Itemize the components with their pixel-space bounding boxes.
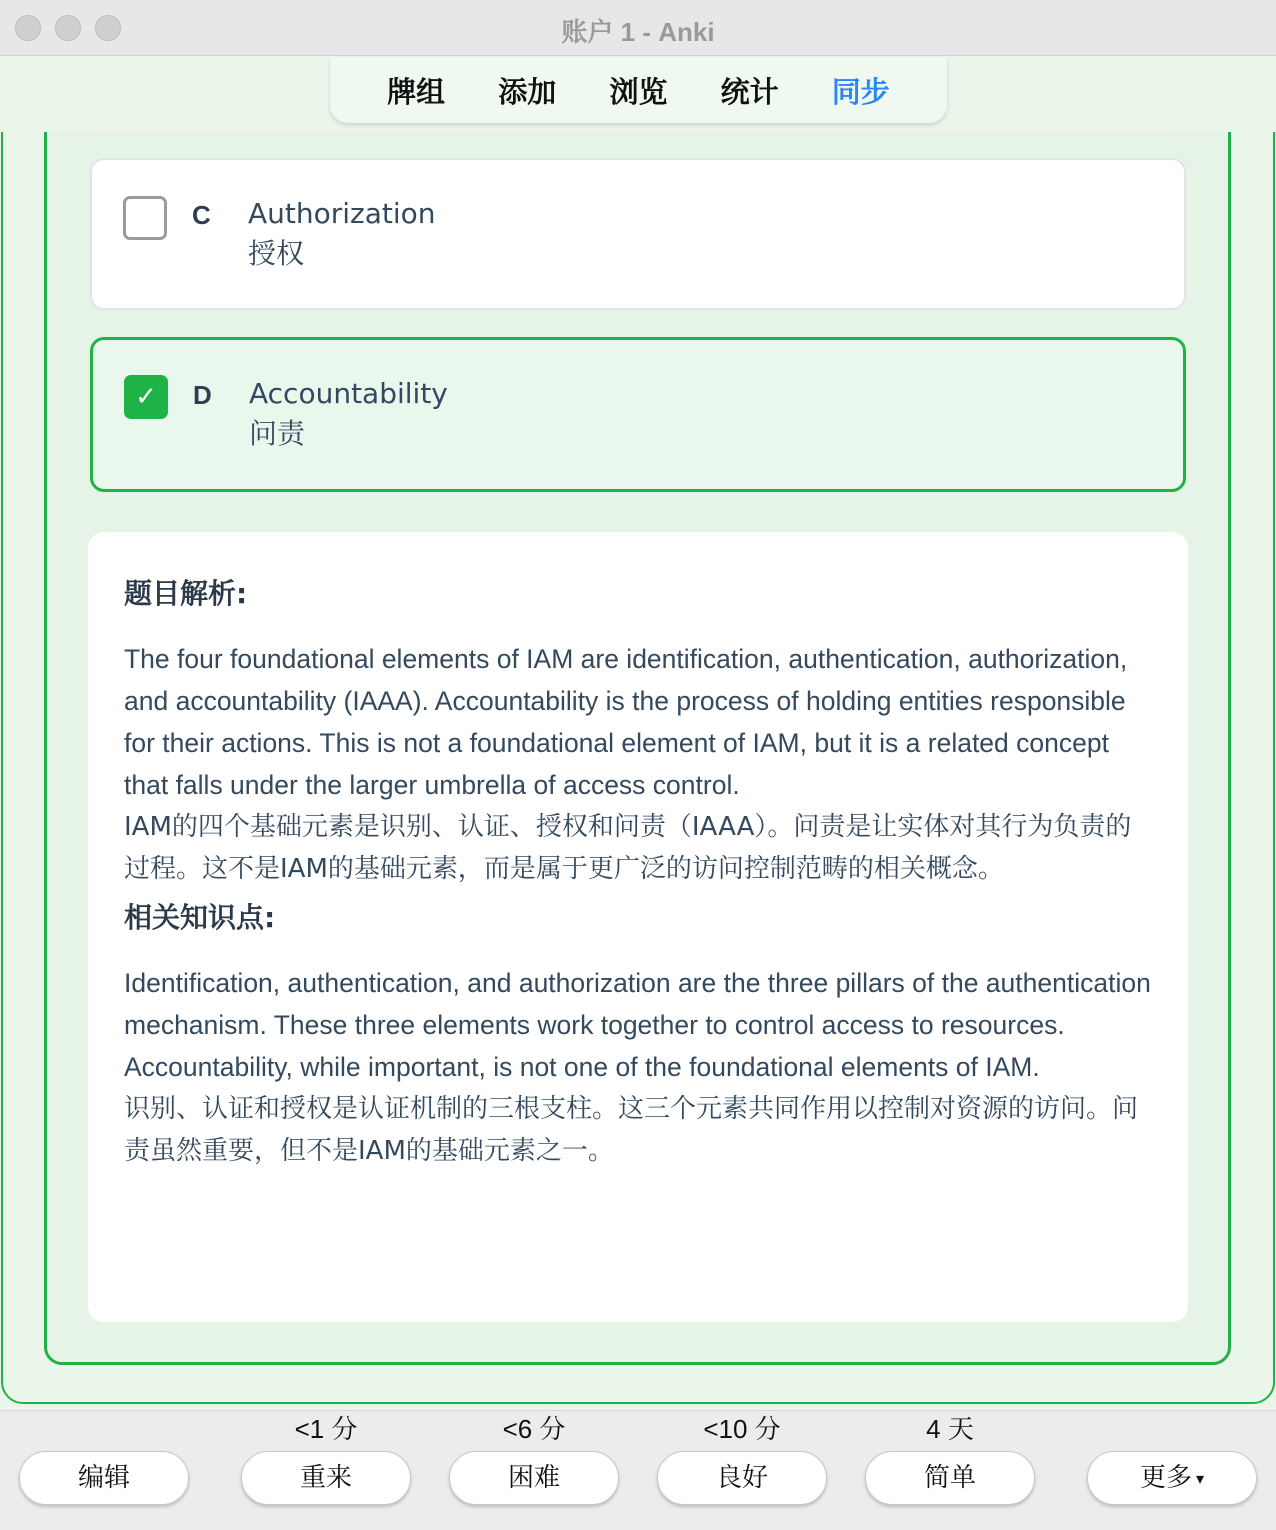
explanation-heading: 题目解析: (124, 577, 248, 610)
chevron-down-icon: ▾ (1195, 1468, 1205, 1488)
hard-interval (448, 1411, 620, 1447)
option-d-checkbox[interactable] (124, 375, 168, 419)
title-bar (0, 0, 1276, 56)
hard-time: <6 分 (502, 1414, 566, 1444)
option-d-letter: D (193, 380, 212, 410)
more-button[interactable] (1087, 1451, 1257, 1505)
tab-stats[interactable]: 统计 (720, 74, 779, 109)
easy-button[interactable]: 简单 (865, 1451, 1035, 1505)
tab-sync[interactable]: 同步 (831, 74, 890, 109)
again-interval (240, 1411, 412, 1447)
explanation-panel (88, 532, 1188, 1322)
knowledge-heading: 相关知识点: (124, 901, 276, 934)
good-interval (656, 1411, 828, 1447)
knowledge-english: Identification, authentication, and authorization are the three pillars of the authentication mechanism. These three elements work together to control access to resources. Accountability, while important, is not one of the foundational elements of IAM. (124, 968, 1151, 1082)
answer-bar (0, 1410, 1276, 1530)
option-c-checkbox[interactable] (123, 196, 167, 240)
option-c-letter: C (192, 200, 211, 230)
option-c[interactable] (90, 158, 1186, 310)
again-button[interactable]: 重来 (241, 1451, 411, 1505)
tab-browse[interactable]: 浏览 (609, 74, 668, 109)
tab-decks[interactable]: 牌组 (387, 74, 446, 109)
option-d-chinese: 问责 (249, 417, 306, 450)
explanation-english: The four foundational elements of IAM are identification, authentication, authorization, and accountability (IAAA). Accountability is the process of holding entities responsible for their actions. This is not a foundational element of IAM, but it is a related concept that falls under the larger umbrella of access control. (124, 644, 1128, 800)
option-d-text (249, 374, 448, 454)
good-time: <10 分 (703, 1414, 781, 1444)
option-d[interactable] (90, 337, 1186, 492)
main-toolbar (330, 57, 947, 123)
easy-time: 4 天 (926, 1414, 974, 1444)
option-c-text (248, 194, 436, 274)
review-content[interactable] (0, 132, 1276, 1410)
option-c-english: Authorization (248, 197, 436, 230)
knowledge-chinese: 识别、认证和授权是认证机制的三根支柱。这三个元素共同作用以控制对资源的访问。问责虽然重要，但不是IAM的基础元素之一。 (124, 1094, 1139, 1166)
previous-option-edge (90, 132, 1186, 134)
tab-add[interactable]: 添加 (498, 74, 557, 109)
window-title: 账户 1 - Anki (561, 17, 715, 47)
checkmark-icon: ✓ (135, 382, 157, 412)
explanation-chinese: IAM的四个基础元素是识别、认证、授权和问责（IAAA）。问责是让实体对其行为负责的过程。这不是IAM的基础元素，而是属于更广泛的访问控制范畴的相关概念。 (124, 812, 1132, 884)
more-label: 更多 (1139, 1463, 1192, 1493)
hard-button[interactable]: 困难 (449, 1451, 619, 1505)
good-button[interactable]: 良好 (657, 1451, 827, 1505)
option-c-chinese: 授权 (248, 237, 305, 270)
again-time: <1 分 (294, 1414, 358, 1444)
easy-interval (864, 1411, 1036, 1447)
edit-button[interactable]: 编辑 (19, 1451, 189, 1505)
option-d-english: Accountability (249, 377, 448, 410)
